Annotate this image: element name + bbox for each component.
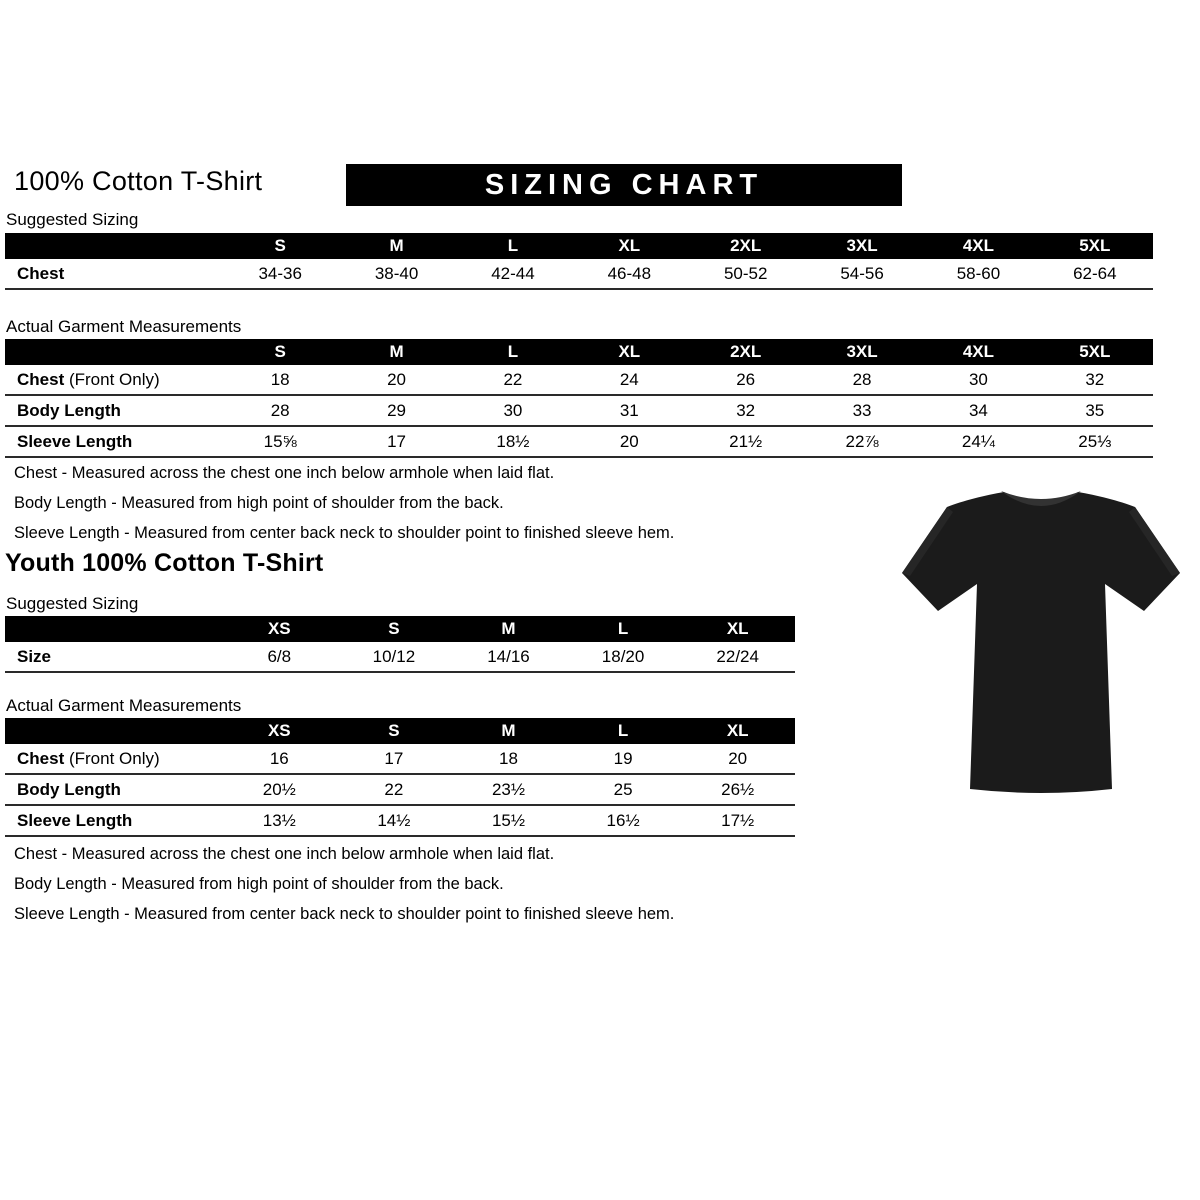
note-sleeve-length: Sleeve Length - Measured from center back neck to shoulder point to finished sleeve hem. bbox=[14, 524, 675, 542]
adult-actual-measurements-table bbox=[5, 339, 1153, 458]
measurement-value: 58-60 bbox=[956, 264, 1001, 283]
youth-suggested-sizing-table bbox=[5, 616, 795, 673]
adult-actual-measurements-label: Actual Garment Measurements bbox=[6, 317, 242, 336]
measurement-value: 15½ bbox=[491, 811, 526, 830]
black-tshirt-illustration bbox=[890, 470, 1192, 820]
youth-actual-measurements-table bbox=[5, 718, 795, 837]
note-chest: Chest - Measured across the chest one inch below armhole when laid flat. bbox=[14, 845, 555, 863]
adult-suggested-sizing-table bbox=[5, 233, 1153, 290]
measurement-value: 25 bbox=[613, 780, 633, 799]
size-column-header: 4XL bbox=[920, 233, 1036, 259]
size-column-header: M bbox=[338, 233, 454, 259]
adult-suggested-sizing-label: Suggested Sizing bbox=[6, 210, 139, 229]
row-label: Body Length bbox=[17, 400, 121, 420]
measurement-value: 31 bbox=[619, 401, 639, 420]
row-label-column-header bbox=[5, 718, 222, 744]
measurement-value: 32 bbox=[1085, 370, 1105, 389]
row-label: Chest (Front Only) bbox=[17, 748, 160, 768]
measurement-value: 10/12 bbox=[372, 647, 416, 666]
size-column-header: M bbox=[451, 718, 566, 744]
measurement-value: 13½ bbox=[262, 811, 296, 830]
measurement-value: 62-64 bbox=[1073, 264, 1117, 283]
measurement-value: 15⅝ bbox=[263, 432, 297, 451]
measurement-row bbox=[5, 259, 1153, 289]
measurement-value: 16 bbox=[269, 749, 289, 768]
measurement-value: 54-56 bbox=[840, 264, 884, 283]
measurement-value: 16½ bbox=[606, 811, 640, 830]
youth-actual-measurements-label: Actual Garment Measurements bbox=[6, 696, 242, 715]
measurement-value: 25⅓ bbox=[1078, 432, 1112, 451]
measurement-value: 28 bbox=[852, 370, 872, 389]
measurement-row bbox=[5, 774, 795, 805]
row-label: Chest bbox=[17, 263, 65, 283]
size-column-header: S bbox=[337, 718, 452, 744]
note-chest: Chest - Measured across the chest one inch below armhole when laid flat. bbox=[14, 464, 555, 482]
measurement-value: 18/20 bbox=[601, 647, 645, 666]
measurement-value: 30 bbox=[503, 401, 523, 420]
measurement-row bbox=[5, 744, 795, 774]
tshirt-body bbox=[902, 492, 1180, 793]
size-column-header: 2XL bbox=[688, 233, 804, 259]
measurement-row bbox=[5, 395, 1153, 426]
size-column-header: 3XL bbox=[804, 339, 920, 365]
measurement-value: 19 bbox=[613, 749, 633, 768]
size-column-header: L bbox=[455, 233, 571, 259]
measurement-value: 20 bbox=[728, 749, 748, 768]
measurement-value: 22⅞ bbox=[845, 432, 879, 451]
measurement-value: 30 bbox=[968, 370, 988, 389]
measurement-value: 23½ bbox=[491, 780, 526, 799]
row-label: Chest (Front Only) bbox=[17, 369, 160, 389]
measurement-value: 22 bbox=[384, 780, 404, 799]
sizing-chart-banner: SIZING CHART bbox=[346, 164, 902, 206]
measurement-value: 50-52 bbox=[723, 264, 768, 283]
row-label: Body Length bbox=[17, 779, 121, 799]
measurement-value: 17 bbox=[387, 432, 407, 451]
size-column-header: 5XL bbox=[1037, 233, 1153, 259]
measurement-value: 26 bbox=[736, 370, 756, 389]
size-column-header: 5XL bbox=[1037, 339, 1153, 365]
measurement-value: 20 bbox=[387, 370, 407, 389]
size-column-header: L bbox=[566, 616, 681, 642]
size-column-header: XL bbox=[571, 339, 687, 365]
measurement-row bbox=[5, 426, 1153, 457]
size-column-header: XS bbox=[222, 616, 337, 642]
size-column-header: M bbox=[451, 616, 566, 642]
measurement-row bbox=[5, 365, 1153, 395]
measurement-value: 35 bbox=[1085, 401, 1105, 420]
measurement-value: 26½ bbox=[721, 780, 755, 799]
measurement-value: 42-44 bbox=[491, 264, 535, 283]
size-column-header: S bbox=[337, 616, 452, 642]
row-label: Sleeve Length bbox=[17, 431, 133, 451]
measurement-value: 29 bbox=[387, 401, 407, 420]
row-label: Size bbox=[17, 646, 52, 666]
row-label-column-header bbox=[5, 339, 222, 365]
measurement-value: 24 bbox=[619, 370, 639, 389]
size-column-header: L bbox=[455, 339, 571, 365]
measurement-value: 17½ bbox=[721, 811, 755, 830]
measurement-value: 20 bbox=[619, 432, 639, 451]
size-column-header: XS bbox=[222, 718, 337, 744]
youth-section-title: Youth 100% Cotton T-Shirt bbox=[5, 549, 324, 577]
size-column-header: S bbox=[222, 233, 338, 259]
note-body-length: Body Length - Measured from high point of shoulder from the back. bbox=[14, 875, 504, 893]
measurement-value: 18 bbox=[270, 370, 290, 389]
size-column-header: S bbox=[222, 339, 338, 365]
size-column-header: 2XL bbox=[688, 339, 804, 365]
measurement-row bbox=[5, 642, 795, 672]
measurement-value: 33 bbox=[852, 401, 872, 420]
measurement-value: 21½ bbox=[729, 432, 763, 451]
measurement-value: 22 bbox=[503, 370, 523, 389]
tshirt-product-image bbox=[890, 470, 1192, 820]
measurement-value: 24¼ bbox=[961, 432, 995, 451]
measurement-row bbox=[5, 805, 795, 836]
measurement-value: 28 bbox=[270, 401, 290, 420]
size-column-header: XL bbox=[571, 233, 687, 259]
measurement-value: 20½ bbox=[262, 780, 296, 799]
measurement-value: 46-48 bbox=[607, 264, 652, 283]
measurement-value: 32 bbox=[736, 401, 756, 420]
page-title: 100% Cotton T-Shirt bbox=[14, 166, 263, 196]
measurement-value: 14½ bbox=[377, 811, 411, 830]
measurement-value: 34 bbox=[968, 401, 988, 420]
measurement-value: 17 bbox=[384, 749, 404, 768]
size-column-header: XL bbox=[680, 718, 795, 744]
youth-measurement-notes bbox=[14, 845, 674, 935]
row-label-column-header bbox=[5, 616, 222, 642]
size-column-header: L bbox=[566, 718, 681, 744]
adult-measurement-notes bbox=[14, 464, 674, 554]
note-sleeve-length: Sleeve Length - Measured from center back neck to shoulder point to finished sleeve hem. bbox=[14, 905, 675, 923]
row-label-column-header bbox=[5, 233, 222, 259]
measurement-value: 14/16 bbox=[487, 647, 530, 666]
size-column-header: 4XL bbox=[920, 339, 1036, 365]
measurement-value: 22/24 bbox=[716, 647, 759, 666]
youth-suggested-sizing-label: Suggested Sizing bbox=[6, 594, 139, 613]
note-body-length: Body Length - Measured from high point of shoulder from the back. bbox=[14, 494, 504, 512]
measurement-value: 38-40 bbox=[374, 264, 419, 283]
size-column-header: 3XL bbox=[804, 233, 920, 259]
row-label: Sleeve Length bbox=[17, 810, 133, 830]
size-column-header: XL bbox=[680, 616, 795, 642]
size-column-header: M bbox=[338, 339, 454, 365]
measurement-value: 18 bbox=[499, 749, 518, 768]
measurement-value: 18½ bbox=[496, 432, 530, 451]
measurement-value: 6/8 bbox=[267, 647, 292, 666]
measurement-value: 34-36 bbox=[258, 264, 302, 283]
